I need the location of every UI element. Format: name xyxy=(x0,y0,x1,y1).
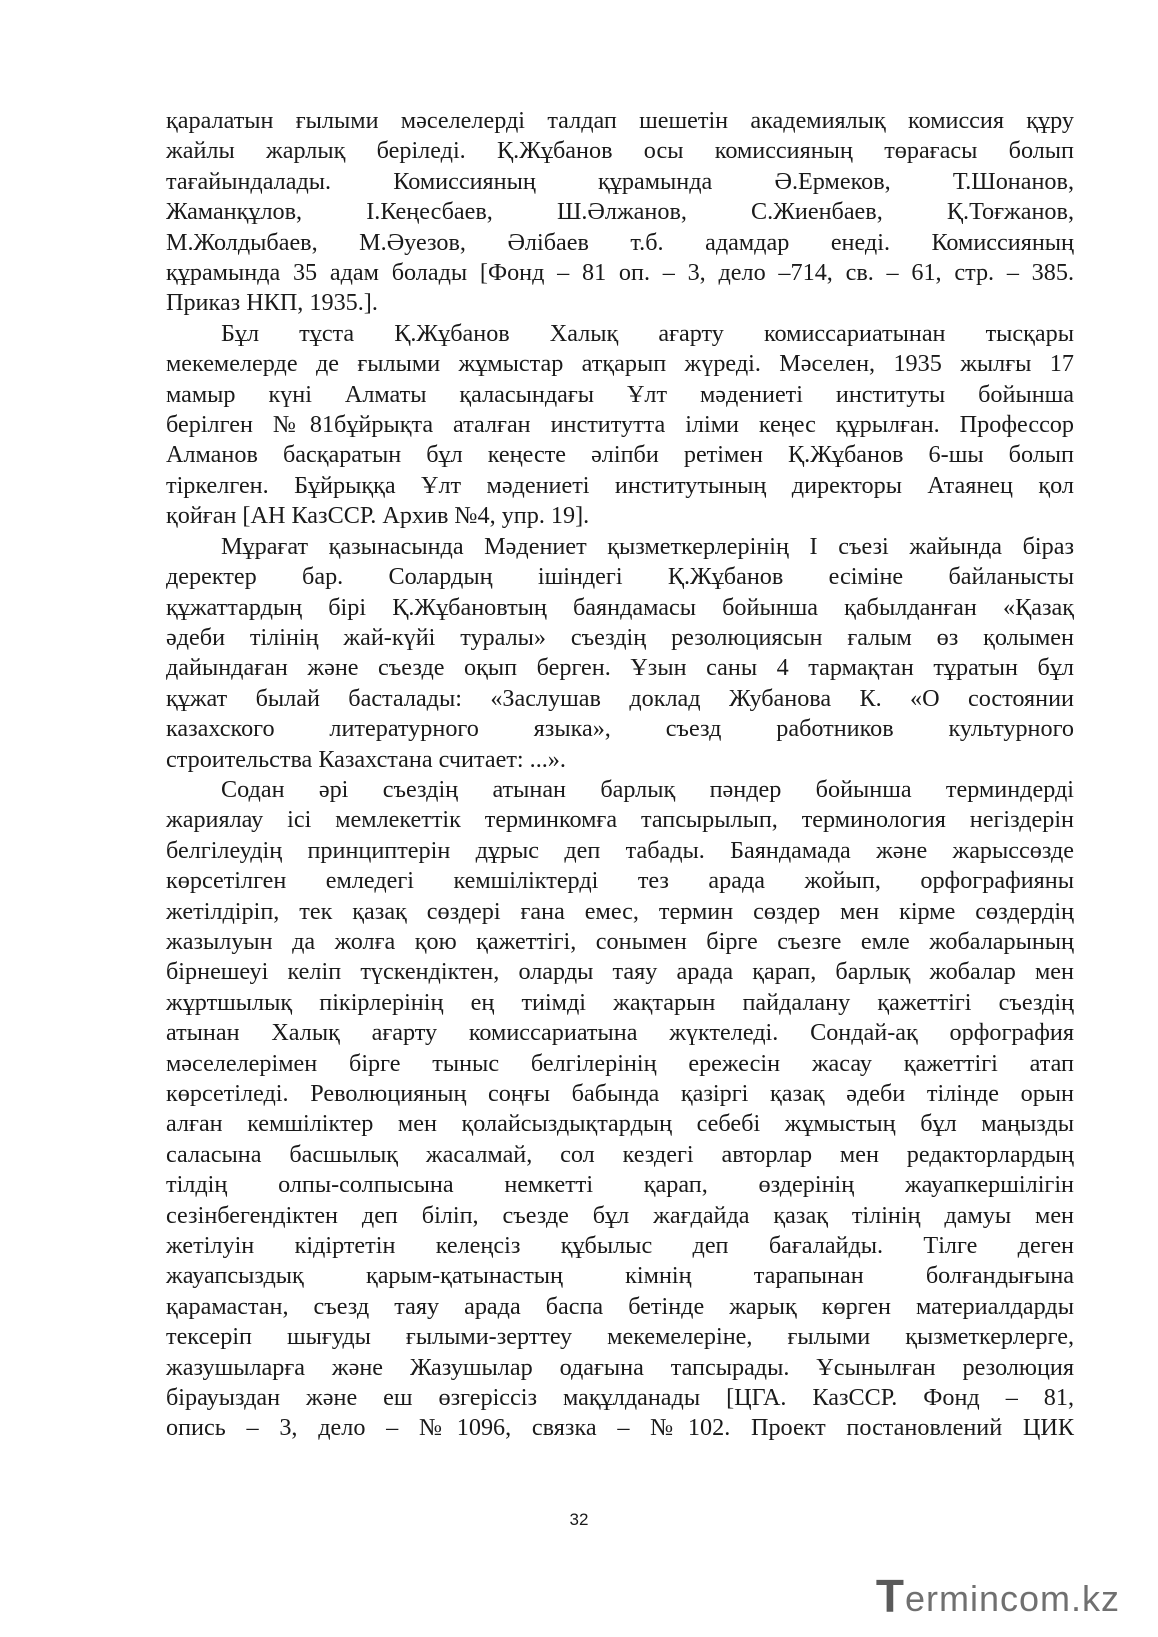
text-line: бірнешеуі келіп түскендіктен, оларды таяу арада қарап, барлық жобалар мен xyxy=(166,958,1074,986)
text-line: белгілеудің принциптерін дұрыс деп табады. Баяндамада және жарыссөзде xyxy=(166,836,1074,864)
text-line: жазылуын да жолға қою қажеттігі, сонымен бірге съезге емле жобаларының xyxy=(166,927,1074,955)
termincom-watermark-logo xyxy=(875,1570,1120,1622)
paragraph xyxy=(166,319,1074,532)
text-line: дайындаған және съезде оқып берген. Ұзын саны 4 тармақтан тұратын бұл xyxy=(166,654,1074,682)
text-line: мекемелерде де ғылыми жұмыстар атқарып жүреді. Мәселен, 1935 жылғы 17 xyxy=(166,350,1074,378)
text-line: жетілдіріп, тек қазақ сөздері ғана емес, термин сөздер мен кірме сөздердің xyxy=(166,897,1074,925)
text-line: бірауыздан және еш өзгеріссіз мақұлданады [ЦГА. КазССР. Фонд – 81, xyxy=(166,1384,1074,1412)
text-line: Жаманқұлов, І.Кеңесбаев, Ш.Әлжанов, С.Жиенбаев, Қ.Тоғжанов, xyxy=(166,198,1074,226)
text-line: Содан әрі съездің атынан барлық пәндер бойынша терминдерді xyxy=(221,775,1074,803)
text-line: тіркелген. Бұйрыққа Ұлт мәдениеті институтының директоры Атаянец қол xyxy=(166,471,1074,499)
text-line: әдеби тілінің жай-күйі туралы» съездің резолюциясын ғалым өз қолымен xyxy=(166,623,1074,651)
text-line: қарамастан, съезд таяу арада баспа бетінде жарық көрген материалдарды xyxy=(166,1292,1074,1320)
text-line: алған кемшіліктер мен қолайсыздықтардың себебі жұмыстың бұл маңызды xyxy=(166,1110,1074,1138)
text-line: жауапсыздық қарым-қатынастың кімнің тарапынан болғандығына xyxy=(166,1262,1074,1290)
text-line: көрсетіледі. Революцияның соңғы бабында қазіргі қазақ әдеби тілінде орын xyxy=(166,1080,1074,1107)
text-line: қаралатын ғылыми мәселелерді талдап шешетін академиялық комиссия құру xyxy=(166,107,1074,134)
text-line: жазушыларға және Жазушылар одағына тапсырады. Ұсынылған резолюция xyxy=(166,1353,1074,1381)
text-line: тексеріп шығуды ғылыми-зерттеу мекемелеріне, ғылыми қызметкерлерге, xyxy=(166,1323,1074,1351)
paragraph xyxy=(166,532,1074,775)
document-body xyxy=(166,106,1074,1444)
text-line: құжаттардың бірі Қ.Жұбановтың баяндамасы бойынша қабылданған «Қазақ xyxy=(166,593,1074,621)
text-line: жайлы жарлық беріледі. Қ.Жұбанов осы комиссияның төрағасы болып xyxy=(166,137,1074,165)
text-line: мәселелерімен бірге тыныс белгілерінің ережесін жасау қажеттігі атап xyxy=(166,1049,1074,1077)
text-line: казахского литературного языка», съезд работников культурного xyxy=(166,715,1074,743)
text-line: мамыр күні Алматы қаласындағы Ұлт мәдениеті институты бойынша xyxy=(166,380,1074,408)
text-line: құжат былай басталады: «Заслушав доклад Жубанова К. «О состоянии xyxy=(166,684,1074,712)
text-line: жетілуін кідіртетін келеңсіз құбылыс деп бағалайды. Тілге деген xyxy=(166,1232,1074,1260)
paragraph xyxy=(166,775,1074,1444)
text-line: Бұл тұста Қ.Жұбанов Халық ағарту комиссариатынан тысқары xyxy=(221,319,1074,347)
text-line: сезінбегендіктен деп біліп, съезде бұл жағдайда қазақ тілінің дамуы мен xyxy=(166,1201,1074,1229)
text-line: жұртшылық пікірлерінің ең тиімді жақтарын пайдалану қажеттігі съездің xyxy=(166,988,1074,1016)
text-line: көрсетілген емледегі кемшіліктерді тез арада жойып, орфографияны xyxy=(166,867,1074,895)
paragraph xyxy=(166,106,1074,319)
text-line: тағайындалады. Комиссияның құрамында Ә.Ермеков, Т.Шонанов, xyxy=(166,167,1074,195)
text-line: Приказ НКП, 1935.]. xyxy=(166,289,378,317)
text-line: құрамында 35 адам болады [Фонд – 81 оп. – 3, дело –714, св. – 61, стр. – 385. xyxy=(166,259,1074,287)
watermark-text: ermincom.kz xyxy=(904,1578,1120,1619)
text-line: қойған [АН КазССР. Архив №4, упр. 19]. xyxy=(166,502,590,530)
text-line: саласына басшылық жасалмай, сол кездегі авторлар мен редакторлардың xyxy=(166,1140,1074,1168)
text-line: жариялау ісі мемлекеттік терминкомға тапсырылып, терминология негіздерін xyxy=(166,806,1074,834)
text-line: атынан Халық ағарту комиссариатына жүктеледі. Сондай-ақ орфография xyxy=(166,1019,1074,1047)
text-line: берілген №81бұйрықта аталған институтта іліми кеңес құрылған. Профессор xyxy=(166,411,1074,439)
text-line: строительства Казахстана считает: ...». xyxy=(166,745,566,773)
text-line: М.Жолдыбаев, М.Әуезов, Әлібаев т.б. адамдар енеді. Комиссияның xyxy=(166,228,1074,256)
page-number: 32 xyxy=(569,1510,589,1529)
watermark-t-letter: T xyxy=(875,1570,904,1622)
text-line: Мұрағат қазынасында Мәдениет қызметкерлерінің І съезі жайында біраз xyxy=(221,532,1074,560)
text-line: тілдің олпы-солпысына немкетті қарап, өздерінің жауапкершілігін xyxy=(166,1171,1074,1199)
text-line: деректер бар. Солардың ішіндегі Қ.Жұбанов есіміне байланысты xyxy=(166,563,1074,591)
text-line: Алманов басқаратын бұл кеңесте әліпби ретімен Қ.Жұбанов 6-шы болып xyxy=(166,441,1074,469)
text-line: опись – 3, дело – №1096, связка – №102. Проект постановлений ЦИК xyxy=(166,1414,1074,1442)
